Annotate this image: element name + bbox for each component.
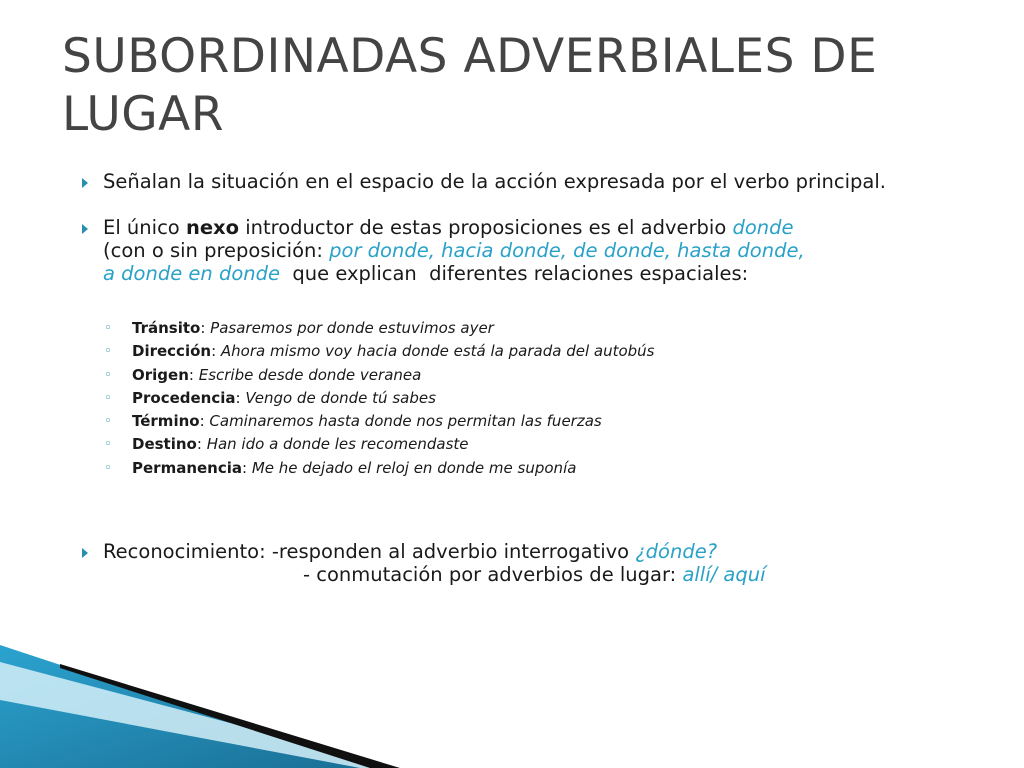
- bullet-3-line2-wrap: [303, 563, 766, 586]
- bullet-2-mid: introductor de estas proposiciones es el adverbio: [239, 216, 733, 239]
- arrow-bullet-icon: [82, 224, 88, 234]
- list-item: [104, 340, 654, 363]
- relation-example: Ahora mismo voy hacia donde está la parada del autobús: [220, 342, 655, 361]
- relation-example: Vengo de donde tú sabes: [245, 388, 436, 407]
- slide-title: SUBORDINADAS ADVERBIALES DE LUGAR: [62, 29, 878, 142]
- bullet-text-2: [103, 216, 983, 285]
- list-item: [104, 317, 654, 340]
- relation-term: Procedencia: [132, 388, 236, 407]
- relation-example: Caminaremos hasta donde nos permitan las fuerzas: [209, 412, 602, 431]
- circle-bullet-icon: ◦: [104, 460, 112, 476]
- circle-bullet-icon: ◦: [104, 321, 112, 336]
- light-corner-stripe: [0, 662, 400, 768]
- black-corner-stripe: [60, 664, 400, 768]
- arrow-bullet-icon: [82, 178, 88, 188]
- circle-bullet-icon: ◦: [104, 437, 112, 453]
- bullet-text-3: [103, 540, 983, 586]
- relation-term: Origen: [132, 365, 189, 384]
- bullet-2-pre: El único: [103, 216, 186, 239]
- bullet-2-line2-pre: (con o sin preposición:: [103, 239, 330, 262]
- bullet-2-nexo: nexo: [185, 216, 240, 239]
- relation-example: Me he dejado el reloj en donde me suponía: [251, 458, 577, 477]
- bullet-3-line2-blue: allí/ aquí: [682, 563, 766, 586]
- bullet-3-term: Reconocimiento: [103, 540, 260, 563]
- bullet-2-line3-post: que explican diferentes relaciones espaciales:: [280, 262, 749, 285]
- relation-example: Pasaremos por donde estuvimos ayer: [210, 319, 494, 337]
- list-item: [104, 457, 654, 480]
- spatial-relations-list: [104, 317, 654, 480]
- bullet-3-line1: : -responden al adverbio interrogativo: [259, 540, 636, 563]
- relation-term: Dirección: [132, 342, 212, 361]
- relation-sep: :: [199, 412, 210, 431]
- relation-term: Permanencia: [132, 458, 243, 477]
- bullet-2-line2-blue: por donde, hacia donde, de donde, hasta donde,: [329, 239, 805, 262]
- circle-bullet-icon: ◦: [104, 344, 112, 360]
- list-item: [104, 410, 654, 433]
- list-item: [104, 387, 654, 410]
- bullet-text-1: [103, 170, 943, 193]
- relation-term: Destino: [132, 435, 197, 454]
- relation-sep: :: [188, 365, 199, 384]
- bullet-3-line2: - conmutación por adverbios de lugar:: [303, 563, 683, 586]
- relation-sep: :: [196, 435, 207, 454]
- relation-sep: :: [200, 319, 211, 337]
- relation-sep: :: [235, 388, 246, 407]
- relation-example: Han ido a donde les recomendaste: [206, 435, 469, 454]
- relation-sep: :: [211, 342, 221, 361]
- circle-bullet-icon: ◦: [104, 367, 112, 383]
- arrow-bullet-icon: [82, 548, 88, 558]
- relation-sep: :: [242, 458, 252, 477]
- bullet-2-donde: donde: [732, 216, 794, 239]
- teal-corner-shape: [0, 645, 380, 768]
- circle-bullet-icon: ◦: [104, 390, 112, 406]
- relation-example: Escribe desde donde veranea: [198, 365, 422, 384]
- bullet-2-line3-blue: a donde en donde: [103, 262, 280, 285]
- relation-term: Tránsito: [132, 319, 201, 337]
- list-item: [104, 433, 654, 456]
- circle-bullet-icon: ◦: [104, 414, 112, 430]
- relation-term: Término: [132, 412, 200, 431]
- list-item: [104, 364, 654, 387]
- bullet-1-text: Señalan la situación en el espacio de la acción expresada por el verbo principal.: [103, 170, 886, 193]
- bullet-3-dondeq: ¿dónde?: [635, 540, 718, 563]
